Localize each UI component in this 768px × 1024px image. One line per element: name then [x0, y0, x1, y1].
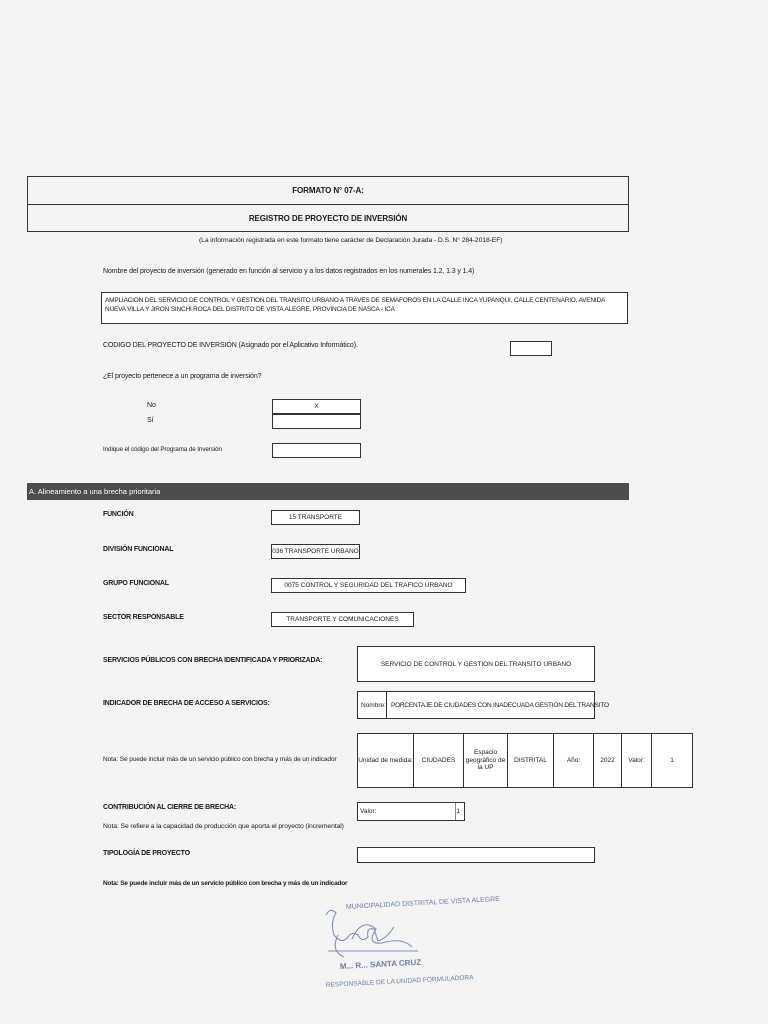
grupo-field[interactable]: 0075 CONTROL Y SEGURIDAD DEL TRAFICO URBANO	[271, 578, 466, 593]
funcion-field[interactable]: 15 TRANSPORTE	[271, 510, 360, 525]
nota-servicios: Nota: Se puede incluir más de un servicio público con brecha y más de un indicador	[103, 756, 337, 763]
tipologia-label: TIPOLOGÍA DE PROYECTO	[103, 850, 190, 857]
indicador-nombre-label: Nombre:	[358, 692, 387, 718]
si-label: Sí	[147, 417, 154, 424]
program-code-label: Indique el código del Programa de Inversión	[103, 446, 222, 453]
no-checkbox[interactable]: X	[272, 399, 361, 414]
sector-label: SECTOR RESPONSABLE	[103, 614, 184, 621]
espacio-label: Espacio geográfico de la UP	[464, 734, 508, 787]
grupo-label: GRUPO FUNCIONAL	[103, 580, 169, 587]
valor-label: Valor:	[622, 734, 652, 787]
stamp-line1: MUNICIPALIDAD DISTRITAL DE VISTA ALEGRE	[345, 895, 501, 911]
contribucion-valor-value[interactable]: 1	[455, 803, 464, 820]
unidad-medida-row	[357, 733, 693, 788]
project-name-field[interactable]: AMPLIACION DEL SERVICIO DE CONTROL Y GESTION DEL TRANSITO URBANO A TRAVES DE SEMAFOROS EN LA CALLE INCA YUPANQUI, CALLE CENTENARIO, AVENIDA NUEVA VILLA Y JIRON SINCHI ROCA DEL DISTRITO DE VISTA ALEGRE, PROVINCIA DE NASCA - ICA	[101, 292, 628, 324]
indicador-label: INDICADOR DE BRECHA DE ACCESO A SERVICIOS:	[103, 700, 270, 707]
declaration-note: (La información registrada en este formato tiene carácter de Declaración Jurada - D.S. N° 284-2018-EF)	[199, 237, 503, 244]
no-label: No	[147, 402, 156, 409]
unidad-value[interactable]: CIUDADES	[414, 734, 464, 787]
stamp-line3: RESPONSABLE DE LA UNIDAD FORMULADORA	[325, 974, 474, 989]
form-subtitle: REGISTRO DE PROYECTO DE INVERSIÓN	[28, 204, 628, 232]
espacio-value[interactable]: DISTRITAL	[508, 734, 554, 787]
contribucion-note: Nota: Se refiere a la capacidad de producción que aporta el proyecto (incremental)	[103, 823, 344, 830]
contribucion-valor-field[interactable]	[357, 802, 465, 821]
contribucion-label: CONTRIBUCIÓN AL CIERRE DE BRECHA:	[103, 804, 237, 811]
division-field[interactable]: 036 TRANSPORTE URBANO	[271, 544, 360, 559]
section-a-header: A. Alineamiento a una brecha prioritaria	[27, 483, 629, 500]
anio-value[interactable]: 2022	[594, 734, 622, 787]
unidad-label: Unidad de medida:	[358, 734, 414, 787]
project-code-label: CODIGO DEL PROYECTO DE INVERSIÓN (Asignado por el Aplicativo Informático).	[103, 342, 358, 349]
official-stamp-signature	[318, 895, 501, 1000]
tipologia-field[interactable]	[357, 847, 595, 863]
indicador-nombre-value[interactable]: PORCENTAJE DE CIUDADES CON INADECUADA GESTION DEL TRANSITO	[390, 701, 609, 709]
form-title: FORMATO N° 07-A:	[292, 186, 364, 195]
form-title-box	[27, 176, 629, 232]
program-question: ¿El proyecto pertenece a un programa de inversión?	[103, 373, 262, 380]
si-checkbox[interactable]	[272, 414, 361, 429]
funcion-label: FUNCIÓN	[103, 511, 134, 518]
program-code-field[interactable]	[272, 443, 361, 458]
valor-value[interactable]: 1	[670, 756, 674, 764]
anio-label: Año:	[554, 734, 594, 787]
indicador-field[interactable]	[357, 691, 609, 719]
project-name-label: Nombre del proyecto de inversión (generado en función al servicio y a los datos registrados en los numerales 1.2, 1.3 y 1.4)	[103, 268, 475, 275]
servicios-field[interactable]: SERVICIO DE CONTROL Y GESTION DEL TRANSITO URBANO	[357, 646, 595, 682]
stamp-line2: M... R... SANTA CRUZ	[339, 957, 422, 971]
nota-final: Nota: Se puede incluir más de un servicio público con brecha y más de un indicador	[103, 880, 348, 887]
division-label: DIVISIÓN FUNCIONAL	[103, 546, 174, 553]
servicios-label: SERVICIOS PÚBLICOS CON BRECHA IDENTIFICADA Y PRIORIZADA:	[103, 657, 323, 664]
project-code-field[interactable]	[510, 341, 552, 356]
sector-field[interactable]: TRANSPORTE Y COMUNICACIONES	[271, 612, 414, 627]
contribucion-valor-label: Valor:	[360, 808, 377, 815]
